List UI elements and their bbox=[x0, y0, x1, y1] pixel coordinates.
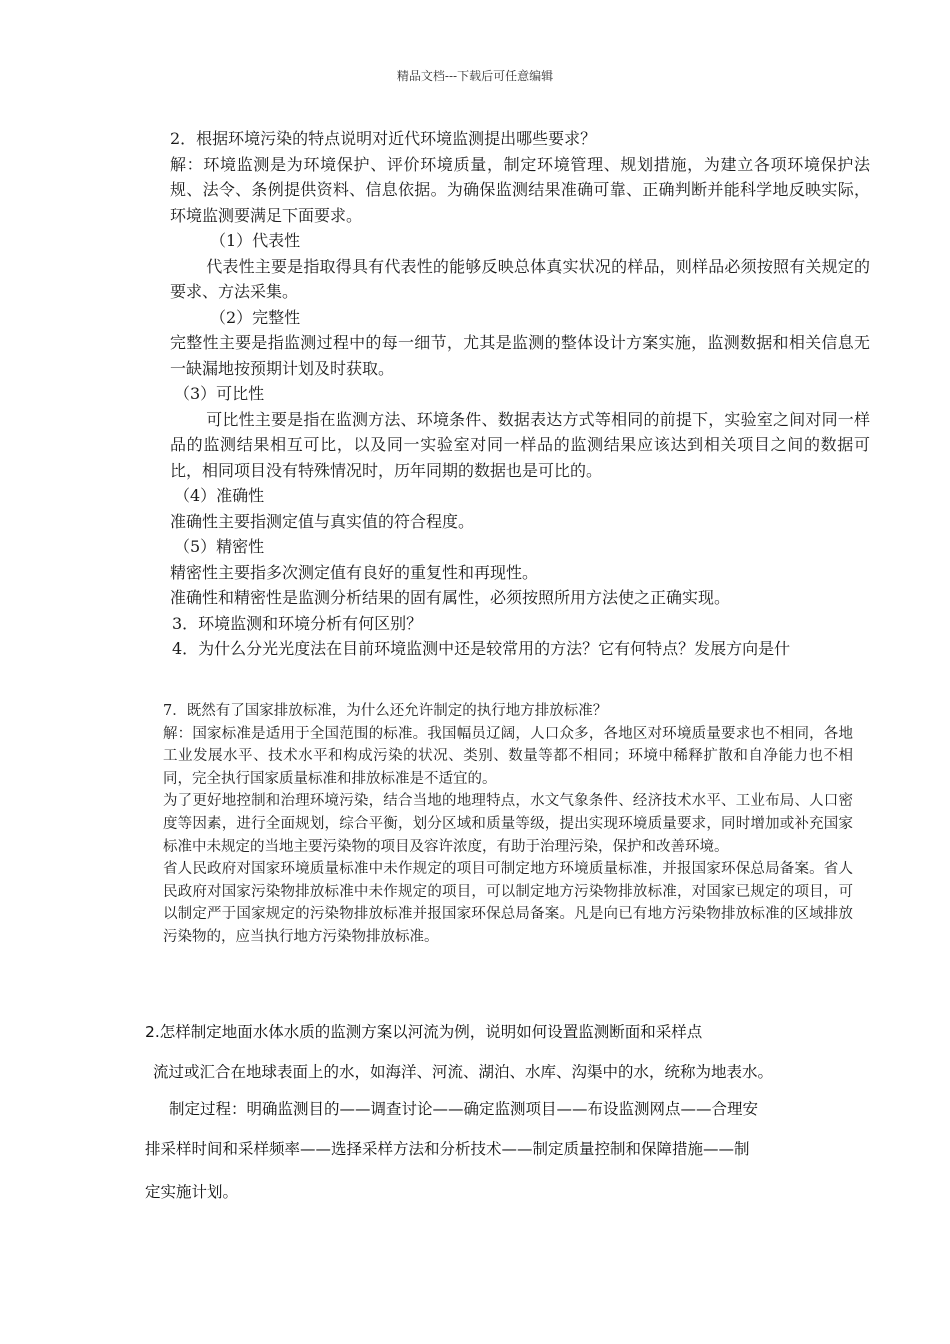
procedure-line-3: 定实施计划。 bbox=[145, 1183, 239, 1201]
item-4-title: （4）准确性 bbox=[174, 486, 265, 505]
surface-water-definition: 流过或汇合在地球表面上的水，如海洋、河流、湖泊、水库、沟渠中的水，统称为地表水。 bbox=[153, 1063, 774, 1081]
procedure-line-1: 制定过程：明确监测目的——调查讨论——确定监测项目——布设监测网点——合理安 bbox=[169, 1100, 759, 1118]
answer-paragraph-3: 省人民政府对国家环境质量标准中未作规定的项目可制定地方环境质量标准，并报国家环保总局备案。省人民政府对国家污染物排放标准中未作规定的项目，可以制定地方污染物排放标准，对国家已规定的项目，可以制定严于国家规定的污染物排放标准并报国家环保总局备案。凡是向已有地方污染物排放标准的区域排放污染物的，应当执行地方污染物排放标准。 bbox=[163, 861, 853, 945]
question-7: 7．既然有了国家排放标准，为什么还允许制定的执行地方排放标准？ bbox=[163, 703, 608, 719]
question-4: 4．为什么分光光度法在目前环境监测中还是较常用的方法？它有何特点？发展方向是什 bbox=[172, 639, 791, 658]
item-1-title: （1）代表性 bbox=[210, 231, 301, 250]
section-environment-monitoring-requirements bbox=[170, 126, 870, 662]
item-3-body: 可比性主要是指在监测方法、环境条件、数据表达方式等相同的前提下，实验室之间对同一样品的监测结果相互可比，以及同一实验室对同一样品的监测结果应该达到相关项目之间的数据可比，相同项目没有特殊情况时，历年同期的数据也是可比的。 bbox=[170, 409, 870, 480]
item-2-body: 完整性主要是指监测过程中的每一细节，尤其是监测的整体设计方案实施，监测数据和相关信息无一缺漏地按预期计划及时获取。 bbox=[170, 333, 870, 378]
item-4-body: 准确性主要指测定值与真实值的符合程度。 bbox=[170, 511, 475, 531]
item-3-title: （3）可比性 bbox=[174, 384, 265, 403]
answer-intro: 解：环境监测是为环境保护、评价环境质量，制定环境管理、规划措施，为建立各项环境保护法规、法令、条例提供资料、信息依据。为确保监测结果准确可靠、正确判断并能科学地反映实际，环境监测要满足下面要求。 bbox=[170, 154, 870, 225]
page-header: 精品文档---下载后可任意编辑 bbox=[396, 69, 554, 83]
item-5-body: 精密性主要指多次测定值有良好的重复性和再现性。 bbox=[170, 562, 539, 582]
section-local-emission-standards bbox=[163, 700, 853, 949]
item-1-body: 代表性主要是指取得具有代表性的能够反映总体真实状况的样品，则样品必须按照有关规定的要求、方法采集。 bbox=[170, 256, 870, 301]
answer-paragraph-1: 解：国家标准是适用于全国范围的标准。我国幅员辽阔，人口众多，各地区对环境质量要求也不相同，各地工业发展水平、技术水平和构成污染的状况、类别、数量等都不相同；环境中稀释扩散和自净能力也不相同，完全执行国家质量标准和排放标准是不适宜的。 bbox=[163, 725, 853, 787]
summary-line: 准确性和精密性是监测分析结果的固有属性，必须按照所用方法使之正确实现。 bbox=[170, 588, 731, 607]
item-2-title: （2）完整性 bbox=[210, 307, 301, 327]
procedure-line-2: 排采样时间和采样频率——选择采样方法和分析技术——制定质量控制和保障措施——制 bbox=[145, 1140, 750, 1158]
section-3-question: 2.怎样制定地面水体水质的监测方案以河流为例，说明如何设置监测断面和采样点 bbox=[145, 1023, 703, 1041]
question-2: 2．根据环境污染的特点说明对近代环境监测提出哪些要求？ bbox=[170, 129, 597, 148]
item-5-title: （5）精密性 bbox=[174, 537, 265, 556]
answer-paragraph-2: 为了更好地控制和治理环境污染，结合当地的地理特点，水文气象条件、经济技术水平、工业布局、人口密度等因素，进行全面规划，综合平衡，划分区域和质量等级，提出实现环境质量要求，同时增加或补充国家标准中未规定的当地主要污染物的项目及容许浓度，有助于治理污染，保护和改善环境。 bbox=[163, 793, 853, 855]
question-3: 3．环境监测和环境分析有何区别？ bbox=[172, 613, 423, 633]
